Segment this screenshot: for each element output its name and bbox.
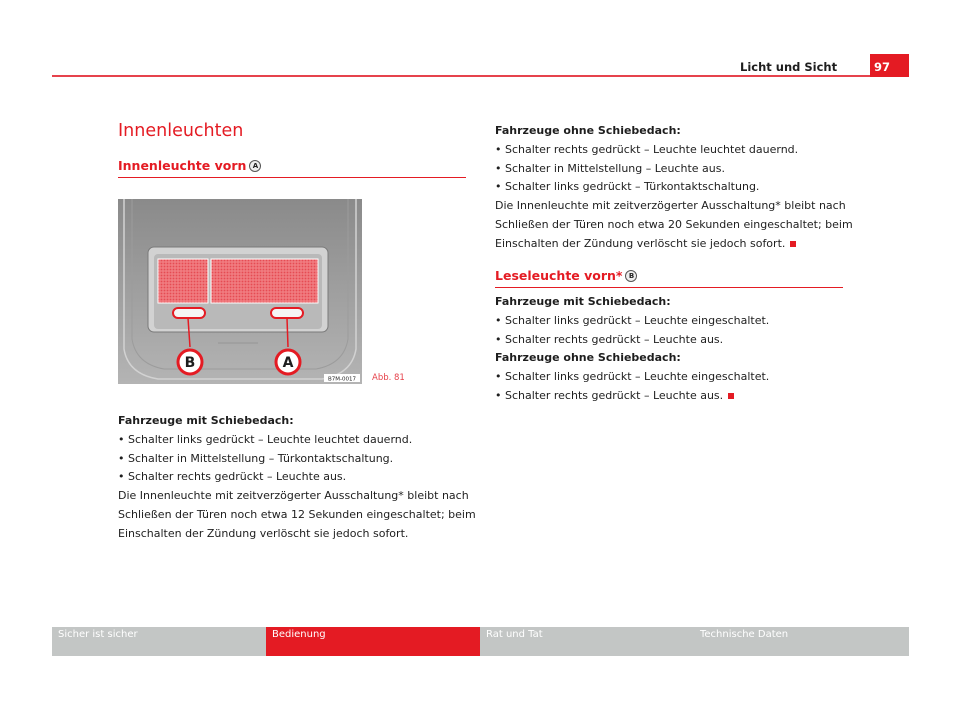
right-bullet: • Schalter links gedrückt – Türkontaktschaltung. — [495, 180, 760, 194]
end-mark-icon — [728, 393, 734, 399]
page-number: 97 — [870, 54, 909, 77]
subtitle-text: Leseleuchte vorn* — [495, 268, 623, 283]
footer-tab-rat[interactable]: Rat und Tat — [480, 627, 694, 656]
figure-label-b: B — [184, 355, 196, 371]
footer-tab-sicher[interactable]: Sicher ist sicher — [52, 627, 266, 656]
right-bullet: • Schalter links gedrückt – Leuchte eingeschaltet. — [495, 313, 770, 327]
right-heading-2: Fahrzeuge mit Schiebedach: — [495, 295, 671, 308]
right-bullet: • Schalter links gedrückt – Leuchte eingeschaltet. — [495, 370, 770, 384]
subtitle-text: Innenleuchte vorn — [118, 158, 247, 173]
left-heading: Fahrzeuge mit Schiebedach: — [118, 414, 294, 427]
page-title: Innenleuchten — [118, 121, 244, 141]
footer-tab-technische-daten[interactable]: Technische Daten — [694, 627, 909, 656]
section-title: Licht und Sicht — [740, 60, 838, 74]
figure-interior-light — [118, 199, 362, 384]
left-text — [118, 412, 476, 544]
figure-caption: Abb. 81 — [372, 373, 405, 383]
left-bullet: • Schalter links gedrückt – Leuchte leuchtet dauernd. — [118, 432, 413, 446]
right-paragraph-line: Die Innenleuchte mit zeitverzögerter Ausschaltung* bleibt nach — [495, 199, 846, 213]
subtitle-innenleuchte — [118, 158, 261, 173]
right-text-top — [495, 122, 853, 254]
right-paragraph-line: Schließen der Türen noch etwa 20 Sekunden eingeschaltet; beim — [495, 217, 853, 231]
subtitle-rule — [118, 177, 466, 178]
marker-a-icon: A — [249, 160, 261, 172]
footer-tab-bedienung[interactable]: Bedienung — [266, 627, 480, 656]
left-paragraph-line: Schließen der Türen noch etwa 12 Sekunden eingeschaltet; beim — [118, 507, 476, 521]
right-paragraph-line: Einschalten der Zündung verlöscht sie jedoch sofort. — [495, 236, 786, 250]
footer-nav — [52, 627, 909, 656]
figure-label-a: A — [282, 355, 294, 371]
right-bullet: • Schalter in Mittelstellung – Leuchte aus. — [495, 161, 725, 175]
right-heading-1: Fahrzeuge ohne Schiebedach: — [495, 124, 681, 137]
left-bullet: • Schalter rechts gedrückt – Leuchte aus. — [118, 470, 347, 484]
header-rule — [52, 75, 870, 77]
right-bullet: • Schalter rechts gedrückt – Leuchte aus. — [495, 388, 724, 402]
left-bullet: • Schalter in Mittelstellung – Türkontaktschaltung. — [118, 451, 394, 465]
right-heading-3: Fahrzeuge ohne Schiebedach: — [495, 351, 681, 365]
marker-b-icon: B — [625, 270, 637, 282]
right-bullet: • Schalter rechts gedrückt – Leuchte aus. — [495, 332, 724, 346]
right-text-bottom — [495, 293, 769, 406]
left-paragraph-line: Die Innenleuchte mit zeitverzögerter Ausschaltung* bleibt nach — [118, 489, 469, 503]
subtitle-rule — [495, 287, 843, 288]
subtitle-leseleuchte — [495, 268, 637, 283]
left-paragraph-line: Einschalten der Zündung verlöscht sie jedoch sofort. — [118, 526, 409, 540]
figure-code: B7M-0017 — [328, 376, 356, 383]
right-bullet: • Schalter rechts gedrückt – Leuchte leuchtet dauernd. — [495, 142, 799, 156]
end-mark-icon — [790, 241, 796, 247]
